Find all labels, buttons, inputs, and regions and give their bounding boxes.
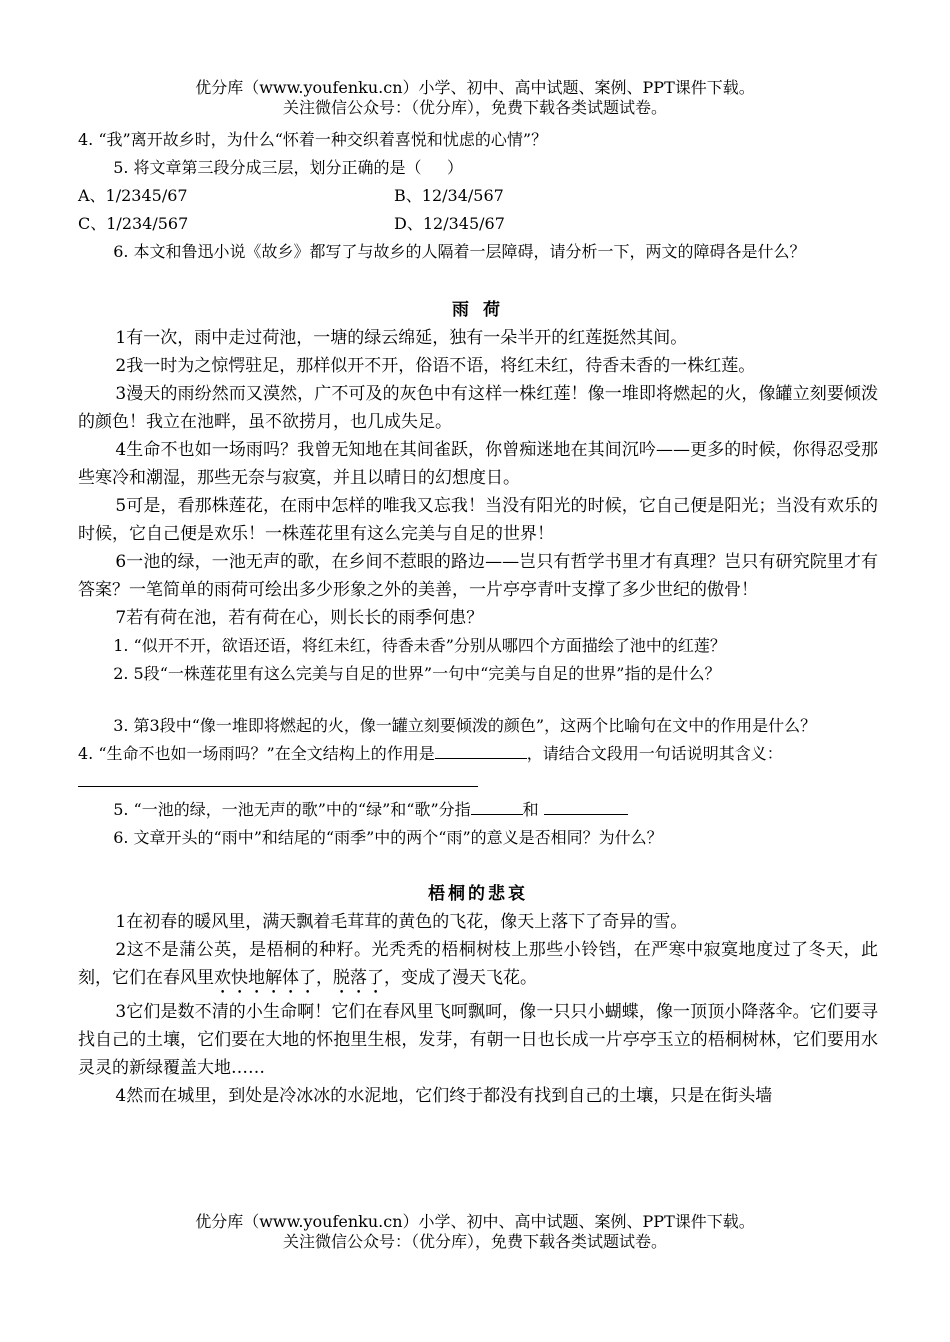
paragraph-wutong-2 <box>78 936 878 998</box>
paragraph-wutong-4: 4然而在城里，到处是冷冰冰的水泥地，它们终于都没有找到自己的土壤，只是在街头墙 <box>115 1086 773 1106</box>
question-2-6: 6. 文章开头的“雨中”和结尾的“雨季”中的两个“雨”的意义是否相同？为什么？ <box>113 828 663 847</box>
options-row-ab <box>78 182 878 210</box>
section-title-yuhe: 雨 荷 <box>452 300 504 320</box>
paragraph-yuhe-6: 6一池的绿，一池无声的歌，在乡间不惹眼的路边——岂只有哲学书里才有真理？岂只有研究院里才有答案？一笔简单的雨荷可绘出多少形象之外的美善，一片亭亭青叶支撑了多少世纪的傲骨！ <box>78 552 878 600</box>
emphasis-text: 欢快地解体了 <box>214 968 316 988</box>
paragraph-yuhe-3: 3漫天的雨纷然而又漠然，广不可及的灰色中有这样一株红莲！像一堆即将燃起的火，像罐立刻要倾泼的颜色！我立在池畔，虽不欲捞月，也几成失足。 <box>78 384 878 432</box>
question-2-4 <box>78 740 878 796</box>
option-a: A、1/2345/67 <box>78 186 188 205</box>
header-line-2: 关注微信公众号：（优分库），免费下载各类试题试卷。 <box>282 98 667 117</box>
answer-blank[interactable] <box>78 768 478 787</box>
footer-line-2: 关注微信公众号：（优分库），免费下载各类试题试卷。 <box>282 1232 667 1251</box>
page-header <box>0 78 950 118</box>
paragraph-yuhe-7: 7若有荷在池，若有荷在心，则长长的雨季何患？ <box>115 608 484 628</box>
answer-blank[interactable] <box>544 796 628 815</box>
options-row-cd <box>78 210 878 238</box>
spacer <box>78 852 878 880</box>
paragraph-yuhe-4: 4生命不也如一场雨吗？我曾无知地在其间雀跃，你曾痴迷地在其间沉吟——更多的时候，你得忍受那些寒冷和潮湿，那些无奈与寂寞，并且以晴日的幻想度日。 <box>78 440 878 488</box>
question-2-1: 1. “似开不开，欲语还语，将红未红，待香未香”分别从哪四个方面描绘了池中的红莲？ <box>113 636 726 655</box>
question-2-4-text-a: 4. “生命不也如一场雨吗？”在全文结构上的作用是 <box>78 744 435 763</box>
question-1-4: 4. “我”离开故乡时，为什么“怀着一种交织着喜悦和忧虑的心情”？ <box>78 130 548 149</box>
paragraph-text: ，变成了漫天飞花。 <box>384 968 537 988</box>
option-d: D、12/345/67 <box>394 214 505 233</box>
option-c: C、1/234/567 <box>78 214 189 233</box>
paragraph-wutong-1: 1在初春的暖风里，满天飘着毛茸茸的黄色的飞花，像天上落下了奇异的雪。 <box>115 912 688 932</box>
question-2-4-text-b: ，请结合文段用一句话说明其含义： <box>526 744 783 763</box>
paragraph-wutong-3: 3它们是数不清的小生命啊！它们在春风里飞呵飘呵，像一只只小蝴蝶，像一顶顶小降落伞。它们要寻找自己的土壤，它们要在大地的怀抱里生根，发芽，有朝一日也长成一片亭亭玉立的梧桐树林，它们要用水灵灵的新绿覆盖大地…… <box>78 1002 878 1078</box>
emphasis-text: 脱落了 <box>333 968 384 988</box>
question-2-2: 2. 5段“一株莲花里有这么完美与自足的世界”一句中“完美与自足的世界”指的是什么？ <box>113 664 721 683</box>
page-footer <box>0 1212 950 1252</box>
question-2-5-text-b: 和 <box>522 800 539 819</box>
question-2-3: 3. 第3段中“像一堆即将燃起的火，像一罐立刻要倾泼的颜色”，这两个比喻句在文中的作用是什么？ <box>113 716 817 735</box>
question-1-5: 5. 将文章第三段分成三层，划分正确的是（ ） <box>113 158 463 177</box>
question-2-5-text-a: 5. “一池的绿，一池无声的歌”中的“绿”和“歌”分指 <box>113 800 471 819</box>
spacer <box>78 688 878 712</box>
document-body <box>78 126 878 1110</box>
answer-blank[interactable] <box>471 796 523 815</box>
footer-line-1: 优分库（www.youfenku.cn）小学、初中、高中试题、案例、PPT课件下载。 <box>195 1212 755 1231</box>
question-2-5 <box>78 796 878 824</box>
header-line-1: 优分库（www.youfenku.cn）小学、初中、高中试题、案例、PPT课件下载。 <box>195 78 755 97</box>
option-b: B、12/34/567 <box>394 186 504 205</box>
paragraph-yuhe-5: 5可是，看那株莲花，在雨中怎样的唯我又忘我！当没有阳光的时候，它自己便是阳光；当没有欢乐的时候，它自己便是欢乐！一株莲花里有这么完美与自足的世界！ <box>78 496 878 544</box>
paragraph-text: 2这不是蒲公英，是梧桐的种籽。光秃秃的梧桐树枝上那些小铃铛，在严寒中寂寞地度过了冬天，此刻，它们在春风里 <box>78 940 878 988</box>
question-1-6: 6. 本文和鲁迅小说《故乡》都写了与故乡的人隔着一层障碍，请分析一下，两文的障碍各是什么？ <box>113 242 806 261</box>
paragraph-text: ， <box>316 968 333 988</box>
paragraph-yuhe-1: 1有一次，雨中走过荷池，一塘的绿云绵延，独有一朵半开的红莲挺然其间。 <box>115 328 688 348</box>
paragraph-yuhe-2: 2我一时为之惊愕驻足，那样似开不开，俗语不语，将红未红，待香未香的一株红莲。 <box>115 356 756 376</box>
answer-blank[interactable] <box>435 740 527 759</box>
spacer <box>78 266 878 296</box>
section-title-wutong: 梧桐的悲哀 <box>428 884 528 904</box>
